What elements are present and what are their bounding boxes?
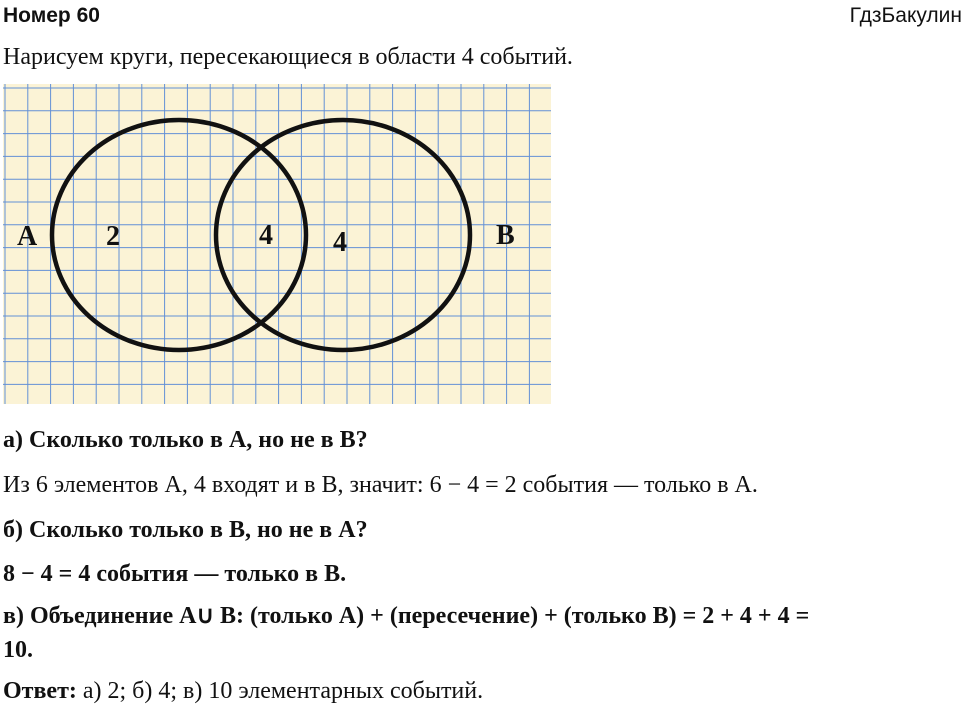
- answer-b: 8 − 4 = 4 события — только в B.: [3, 561, 347, 587]
- label-a: A: [17, 221, 38, 252]
- final-answer: [3, 678, 483, 705]
- final-answer-text: а) 2; б) 4; в) 10 элементарных событий.: [76, 678, 484, 704]
- venn-diagram: [3, 84, 551, 404]
- final-answer-label: Ответ:: [3, 678, 77, 704]
- count-intersection: 4: [259, 220, 273, 251]
- question-c-line2: 10.: [3, 637, 33, 663]
- answer-a: Из 6 элементов A, 4 входят и в B, значит: 6 − 4 = 2 события — только в A.: [3, 472, 758, 498]
- count-only-a: 2: [106, 221, 120, 252]
- count-only-b: 4: [333, 227, 347, 258]
- label-b: B: [496, 220, 515, 251]
- page-title: Номер 60: [3, 4, 100, 27]
- brand-name: ГдзБакулин: [849, 4, 962, 27]
- intro-text: Нарисуем круги, пересекающиеся в области 4 событий.: [3, 44, 573, 70]
- question-b: б) Сколько только в B, но не в A?: [3, 517, 368, 543]
- question-a: а) Сколько только в A, но не в B?: [3, 427, 368, 453]
- question-c-line1: в) Объединение A∪ B: (только A) + (пересечение) + (только B) = 2 + 4 + 4 =: [3, 603, 810, 629]
